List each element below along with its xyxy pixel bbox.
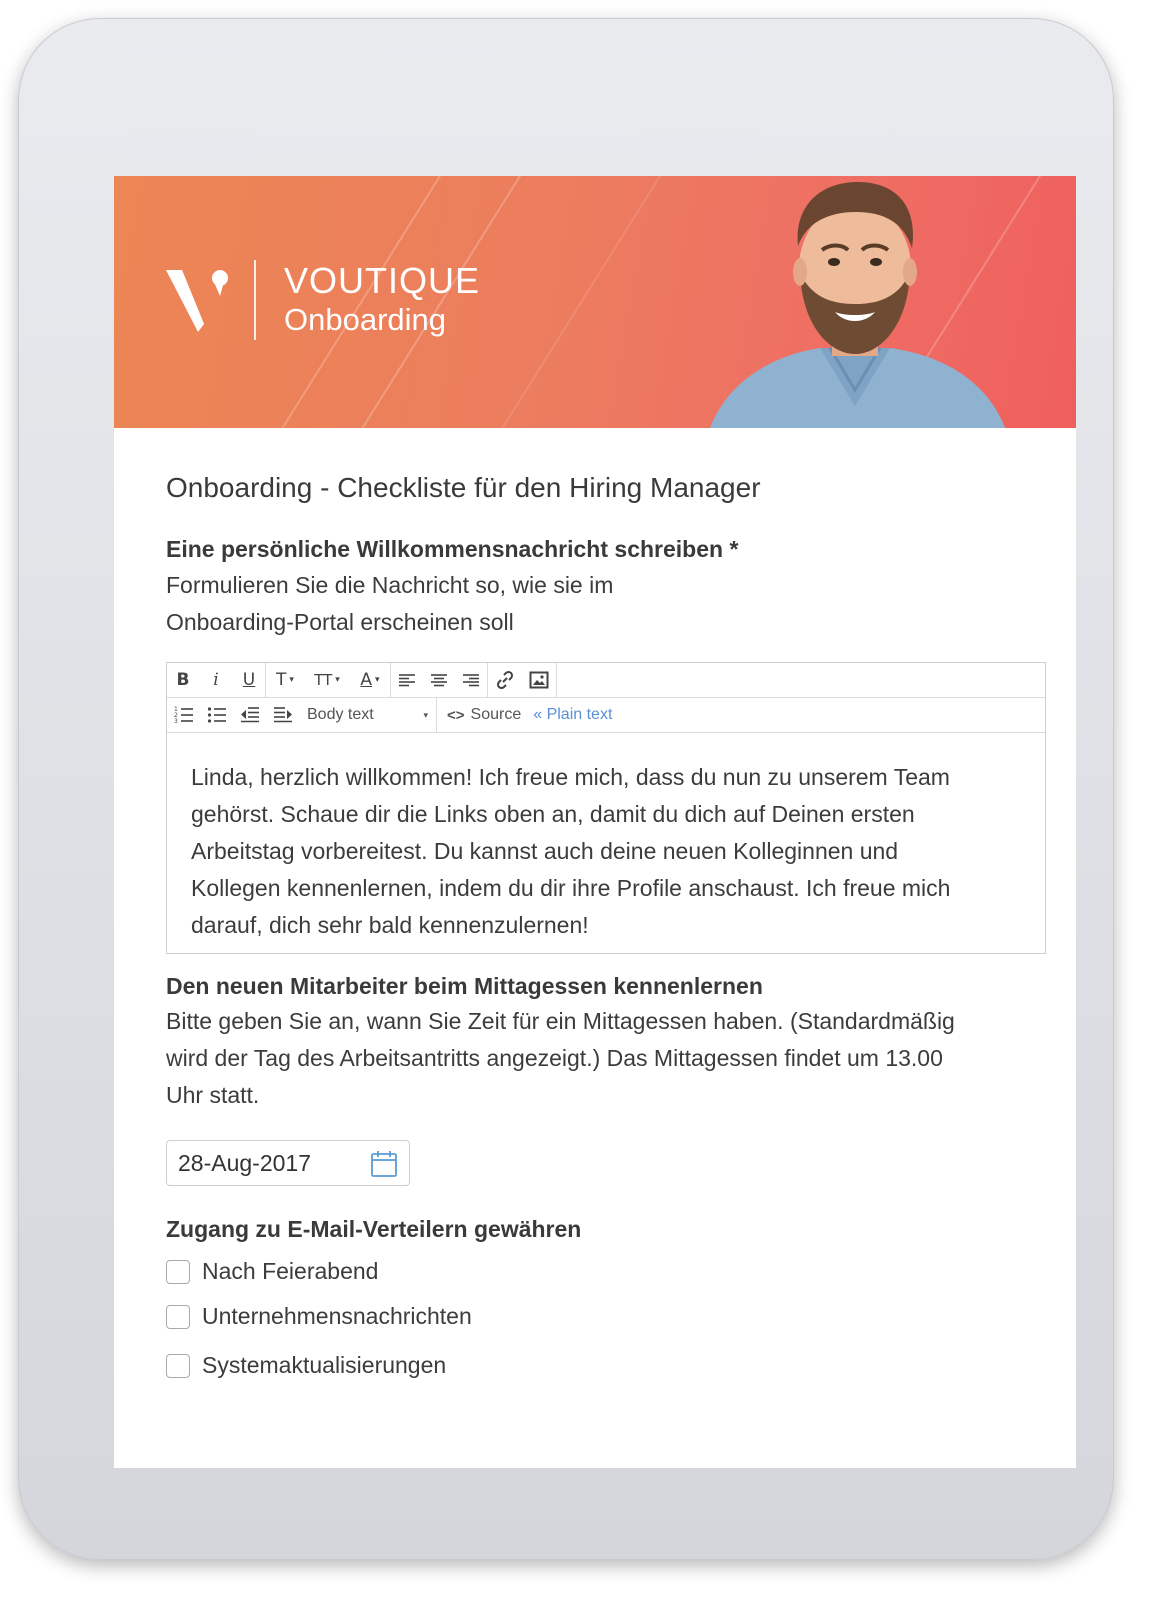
align-center-button[interactable] [423, 663, 455, 698]
svg-text:3: 3 [174, 718, 178, 724]
editor-text-line: Linda, herzlich willkommen! Ich freue mich, dass du nun zu unserem Team [191, 764, 950, 790]
editor-content[interactable] [191, 759, 1011, 944]
rich-text-editor[interactable] [166, 662, 1046, 954]
dropdown-caret-icon: ▾ [375, 675, 380, 685]
lunch-date-input[interactable] [166, 1140, 410, 1186]
bold-button[interactable]: B [176, 670, 190, 690]
mailing-lists-heading: Zugang zu E-Mail-Verteilern gewähren [166, 1216, 582, 1242]
insert-link-button[interactable] [488, 663, 522, 698]
checkbox-label: Systemaktualisierungen [202, 1352, 447, 1378]
text-color-label: A [360, 670, 373, 690]
brand-name: VOUTIQUE [284, 260, 481, 301]
bullet-list-icon [207, 706, 227, 724]
voutique-logo-icon [164, 262, 230, 334]
page-title: Onboarding - Checkliste für den Hiring Manager [166, 472, 761, 503]
app-screen [114, 176, 1076, 1468]
welcome-message-description-line: Formulieren Sie die Nachricht so, wie sie im [166, 572, 614, 598]
mailing-list-option[interactable] [166, 1352, 446, 1379]
bullet-list-button[interactable] [201, 698, 233, 733]
editor-text-line: Kollegen kennenlernen, indem du dir ihre Profile anschaust. Ich freue mich [191, 875, 951, 901]
text-style-dropdown[interactable] [266, 663, 304, 698]
indent-icon [273, 706, 293, 724]
image-icon [529, 671, 549, 689]
outdent-icon [240, 706, 260, 724]
mailing-list-option[interactable] [166, 1258, 378, 1285]
header-banner [114, 176, 1076, 428]
dropdown-caret-icon: ▾ [423, 709, 428, 720]
checkbox[interactable] [166, 1260, 190, 1284]
lunch-description-line: wird der Tag des Arbeitsantritts angezeigt.) Das Mittagessen findet um 13.00 [166, 1045, 943, 1071]
numbered-list-button[interactable] [167, 698, 201, 733]
checkbox[interactable] [166, 1354, 190, 1378]
source-label: Source [470, 706, 522, 723]
svg-text:2: 2 [174, 712, 178, 719]
banner-streak [446, 176, 723, 428]
checkbox-label: Unternehmensnachrichten [202, 1303, 472, 1329]
source-button[interactable] [437, 706, 531, 724]
welcome-message-description-line: Onboarding-Portal erscheinen soll [166, 609, 514, 635]
editor-toolbar-row-2 [167, 698, 1045, 733]
text-style-label: T [276, 670, 287, 690]
editor-text-line: gehörst. Schaue dir die Links oben an, damit du dich auf Deinen ersten [191, 801, 915, 827]
welcome-message-heading: Eine persönliche Willkommensnachricht schreiben * [166, 536, 739, 562]
underline-button[interactable]: U [242, 670, 256, 690]
lunch-heading: Den neuen Mitarbeiter beim Mittagessen kennenlernen [166, 973, 763, 999]
manager-portrait [690, 176, 1020, 428]
paragraph-style-value: Body text [307, 706, 374, 723]
plain-text-link[interactable]: « Plain text [533, 706, 613, 723]
indent-button[interactable] [267, 698, 299, 733]
text-size-dropdown[interactable] [304, 663, 350, 698]
checkbox-label: Nach Feierabend [202, 1258, 379, 1284]
mailing-list-option[interactable] [166, 1303, 472, 1330]
paragraph-style-select[interactable] [299, 698, 437, 733]
checkbox[interactable] [166, 1305, 190, 1329]
align-right-button[interactable] [455, 663, 487, 698]
editor-text-line: darauf, dich sehr bald kennenzulernen! [191, 912, 589, 938]
brand-subtitle: Onboarding [284, 302, 447, 337]
numbered-list-icon [174, 706, 194, 724]
code-icon: <> [447, 706, 465, 724]
insert-image-button[interactable] [522, 663, 556, 698]
align-center-icon [430, 673, 448, 687]
text-size-label: TT [314, 671, 333, 689]
dropdown-caret-icon: ▾ [335, 675, 340, 685]
dropdown-caret-icon: ▾ [289, 675, 294, 685]
lunch-description-line: Uhr statt. [166, 1082, 260, 1108]
logo-divider [254, 260, 256, 340]
align-left-icon [398, 673, 416, 687]
link-icon [495, 670, 515, 690]
toolbar-divider [556, 663, 557, 698]
align-right-icon [462, 673, 480, 687]
align-left-button[interactable] [391, 663, 423, 698]
outdent-button[interactable] [233, 698, 267, 733]
calendar-icon[interactable] [370, 1150, 398, 1178]
date-value: 28-Aug-2017 [178, 1149, 311, 1176]
tablet-frame [18, 18, 1114, 1560]
editor-toolbar-row-1 [167, 663, 1045, 698]
lunch-description-line: Bitte geben Sie an, wann Sie Zeit für ein Mittagessen haben. (Standardmäßig [166, 1008, 955, 1034]
text-color-dropdown[interactable] [350, 663, 390, 698]
editor-text-line: Arbeitstag vorbereitest. Du kannst auch deine neuen Kolleginnen und [191, 838, 899, 864]
italic-button[interactable]: i [213, 670, 219, 690]
svg-text:1: 1 [174, 706, 178, 713]
